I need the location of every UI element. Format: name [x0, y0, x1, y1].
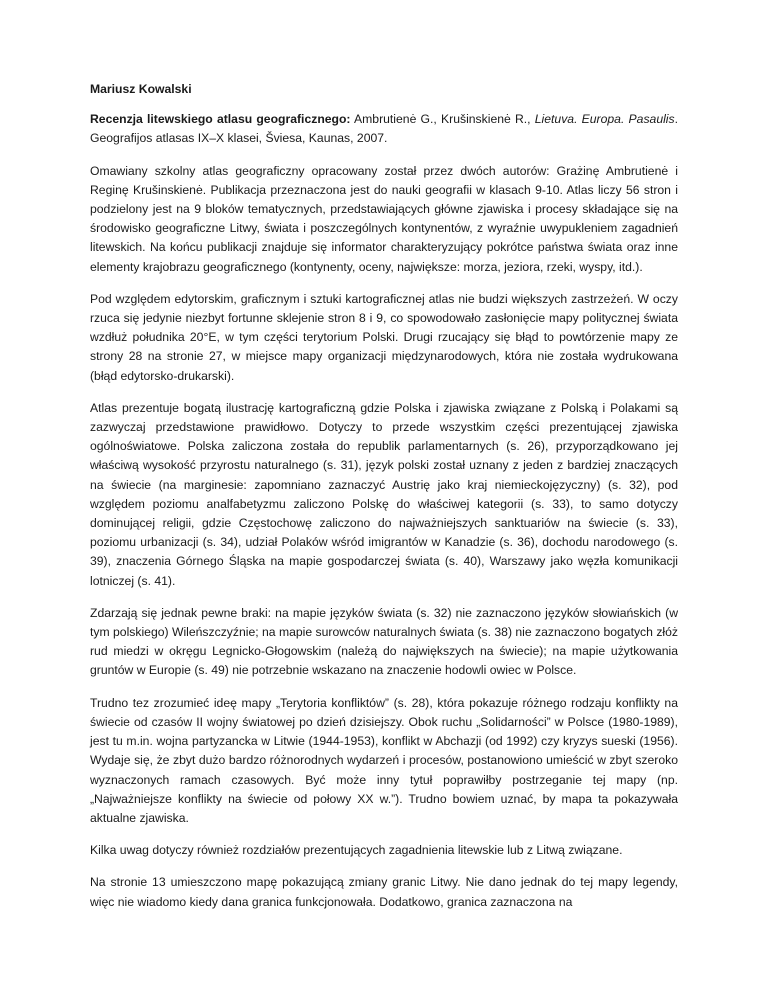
paragraph-editorial: Pod względem edytorskim, graficznym i sztuki kartograficznej atlas nie budzi większych zastrzeżeń. W oczy rzuca się jedynie niezbyt fortunne sklejenie stron 8 i 9, co spowodowało zasłonięcie mapy politycznej świata wzdłuż południka 20°E, w tym części terytorium Polski. Drugi rzucający się błąd to powtórzenie mapy ze strony 28 na stronie 27, w miejsce mapy organizacji międzynarodowych, która nie została wydrukowana (błąd edytorsko-drukarski). [90, 291, 678, 383]
reference-authors: Ambrutienė G., Krušinskienė R., [350, 112, 535, 127]
reference-details: . Geografijos atlasas IX–X klasei, Šviesa, Kaunas, 2007. [90, 112, 678, 146]
paragraph-poland-coverage: Atlas prezentuje bogatą ilustrację kartograficzną gdzie Polska i zjawiska związane z Polską i Polakami są zazwyczaj przedstawione prawidłowo. Dotyczy to przede wszystkim części prezentującej zjawiska ogólnoświatowe. Polska zaliczona została do republik parlamentarnych (s. 26), przyporządkowano jej właściwą wysokość przyrostu naturalnego (s. 31), język polski został uznany z jeden z bardziej znaczących na świecie (na marginesie: zapomniano zaznaczyć Austrię jako kraj niemieckojęzyczny) (s. 32), pod względem poziomu analfabetyzmu zaliczono Polskę do właściwej kategorii (s. 33), to samo dotyczy dominującej religii, gdzie Częstochowę zaliczono do najważniejszych sanktuariów na świecie (s. 33), poziomu urbanizacji (s. 34), udział Polaków wśród imigrantów w Kanadzie (s. 36), dochodu narodowego (s. 39), znaczenia Górnego Śląska na mapie gospodarczej świata (s. 40), Warszawy jako węzła komunikacji lotniczej (s. 41). [90, 400, 678, 588]
reference-line [90, 110, 678, 148]
document-page [90, 80, 678, 925]
reference-title: Recenzja litewskiego atlasu geograficznego: [90, 112, 351, 127]
paragraph-overview: Omawiany szkolny atlas geograficzny opracowany został przez dwóch autorów: Grażinę Ambrutienė i Reginę Krušinskienė. Publikacja przeznaczona jest do nauki geografii w klasach 9-10. Atlas liczy 56 stron i podzielony jest na 9 bloków tematycznych, przedstawiających główne zjawiska i procesy składające się na środowisko geograficzne Litwy, świata i poszczególnych kontynentów, z wyraźnie uwypukleniem zagadnień litewskich. Na końcu publikacji znajduje się informator charakteryzujący pokrótce państwa świata oraz inne elementy krajobrazu geograficznego (kontynenty, oceny, największe: morza, jeziora, rzeki, wyspy, itd.). [90, 163, 678, 274]
reference-book-title: Lietuva. Europa. Pasaulis [534, 112, 675, 127]
paragraph-borders-map: Na stronie 13 umieszczono mapę pokazującą zmiany granic Litwy. Nie dano jednak do tej mapy legendy, więc nie wiadomo kiedy dana granica funkcjonowała. Dodatkowo, granica zaznaczona na [90, 875, 678, 909]
paragraph-conflicts-map: Trudno tez zrozumieć ideę mapy „Terytoria konfliktów” (s. 28), która pokazuje różnego rodzaju konflikty na świecie od czasów II wojny światowej po dzień dzisiejszy. Obok ruchu „Solidarności” w Polsce (1980-1989), jest tu m.in. wojna partyzancka w Litwie (1944-1953), konflikt w Abchazji (od 1992) czy kryzys sueski (1956). Wydaje się, że zbyt dużo bardzo różnorodnych wydarzeń i procesów, postanowiono umieścić w zbyt szeroko wyznaczonych ramach czasowych. Być może inny tytuł poprawiłby postrzeganie tej mapy (np. „Najważniejsze konflikty na świecie od połowy XX w.”). Trudno bowiem uznać, by mapa ta pokazywała aktualne zjawiska. [90, 695, 678, 825]
author-name: Mariusz Kowalski [90, 82, 192, 96]
paragraph-gaps: Zdarzają się jednak pewne braki: na mapie języków świata (s. 32) nie zaznaczono języków słowiańskich (w tym polskiego) Wileńszczyźnie; na mapie surowców naturalnych świata (s. 38) nie zaznaczono bogatych złóż rud miedzi w okręgu Legnicko-Głogowskim (należą do największych na świecie); na mapie użytkowania gruntów w Europie (s. 49) nie potrzebnie wskazano na znaczenie hodowli owiec w Polsce. [90, 605, 678, 678]
paragraph-lithuanian-chapters: Kilka uwag dotyczy również rozdziałów prezentujących zagadnienia litewskie lub z Litwą związane. [90, 843, 623, 858]
